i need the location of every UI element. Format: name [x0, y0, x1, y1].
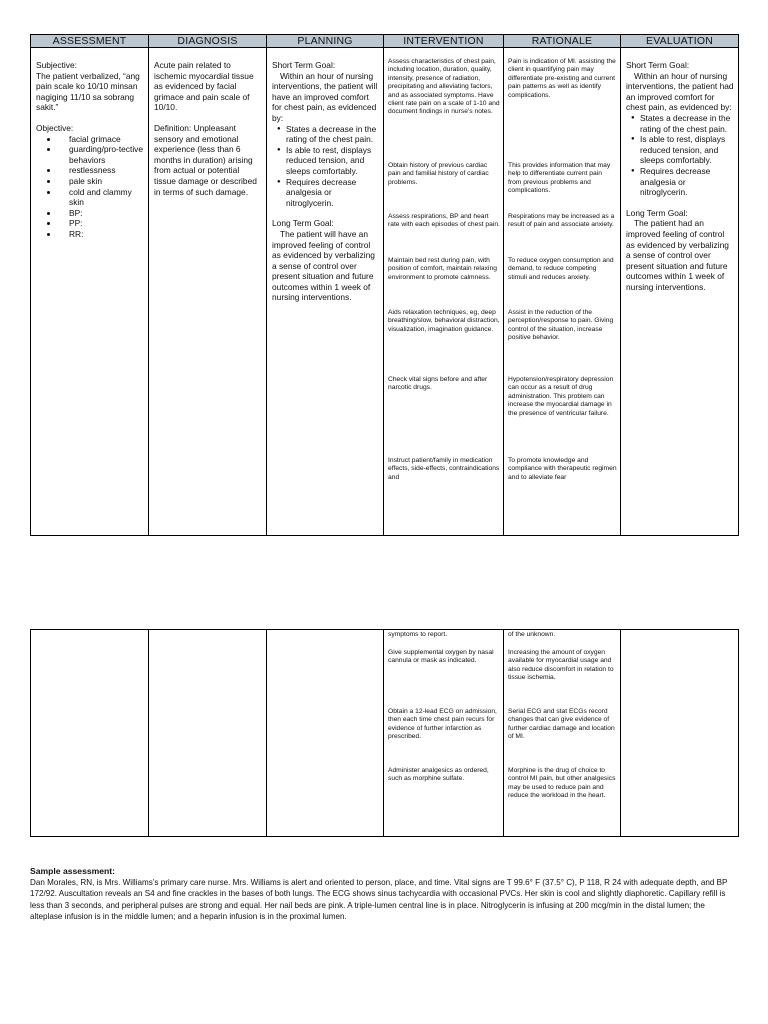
header-diagnosis: DIAGNOSIS [149, 35, 267, 48]
subjective-label: Subjective: [36, 60, 77, 70]
header-evaluation: EVALUATION [621, 35, 739, 48]
list-item: ● Is able to rest, displays reduced tension, and sleeps comfortably. [626, 134, 734, 166]
table-row [31, 630, 739, 837]
rationale-item: To reduce oxygen consumption and demand, to reduce competing stimuli and reduces anxiety. [508, 257, 614, 281]
planning-long-text: The patient will have an improved feeling of control as evidenced by verbalizing a sense of control over present situation and future outcomes within 1 week of nursing interventions. [272, 228, 375, 303]
evaluation-long-text: The patient had an improved feeling of control as evidenced by verbalizing a sense of control over present situation and future outcomes within 1 week of nursing interventions. [626, 218, 729, 292]
diagnosis-cell [149, 48, 267, 536]
diagnosis-statement: Acute pain related to ischemic myocardial tissue as evidenced by facial grimace and pain scale of 10/10. [154, 60, 254, 113]
list-item: • guarding/pro-tective behaviors [59, 144, 144, 165]
list-item: ● States a decrease in the rating of the chest pain. [272, 124, 379, 145]
table-row [31, 48, 739, 536]
intervention-item: Obtain history of previous cardiac pain and familial history of cardiac problems. [388, 162, 489, 186]
evaluation-cell [621, 630, 739, 837]
rationale-item: Increasing the amount of oxygen available for myocardial usage and also reduce discomfort in relation to tissue ischemia. [508, 649, 614, 682]
header-row [31, 35, 739, 48]
list-item: • BP: [59, 208, 144, 219]
rationale-item: Hypotension/respiratory depression can occur as a result of drug administration. This problem can increase the myocardial damage in the presence of ventricular failure. [508, 376, 614, 417]
rationale-cell [504, 48, 621, 536]
intervention-item: Instruct patient/family in medication effects, side-effects, contraindications and [388, 457, 500, 481]
diagnosis-definition: Definition: Unpleasant sensory and emotional experience (less than 6 months in duration) arising from actual or potential tissue damage or described in terms of such damage. [154, 122, 257, 197]
intervention-item: Give supplemental oxygen by nasal cannula or mask as indicated. [388, 649, 494, 665]
sample-text: Dan Morales, RN, is Mrs. Williams’s primary care nurse. Mrs. Williams is alert and oriented to person, place, and time. Vital signs are T 99.6° F (37.5° C), P 118, R 24 with adequate depth, and BP 172/92. Auscultation reveals an S4 and fine crackles in the bases of both lungs. The ECG shows sinus tachycardia with occasional PVCs. Her skin is cool and slightly diaphoretic. Capillary refill is less than 3 seconds, and peripheral pulses are strong and equal. Her nail beds are pink. A triple-lumen central line is in place. Nitroglycerin is infusing at 200 mcg/min in the distal lumen; the alteplase infusion is in the middle lumen; and a heparin infusion is in the proximal lumen. [30, 878, 728, 921]
intervention-item: Assess characteristics of chest pain, including location, duration, quality, intensity, presence of radiation, precipitating and alleviating factors, and as associated symptoms. Have client rate pain on a scale of 1-10 and document findings in nurse’s notes. [388, 58, 500, 116]
planning-cell [267, 630, 384, 837]
list-item: • restlessness [59, 165, 144, 176]
care-plan-table-continued [30, 629, 739, 837]
list-item: ● States a decrease in the rating of the chest pain. [626, 113, 734, 134]
planning-short-label: Short Term Goal: [272, 60, 336, 70]
sample-heading: Sample assessment: [30, 866, 116, 876]
intervention-item: Assess respirations, BP and heart rate with each episodes of chest pain. [388, 213, 500, 229]
rationale-item: of the unknown. [508, 631, 556, 638]
evaluation-long-label: Long Term Goal: [626, 207, 688, 218]
rationale-item: Pain is indication of MI. assisting the client in quantifying pain may differentiate pre-existing and current pain patterns as well as identify complications. [508, 58, 616, 99]
rationale-item: Morphine is the drug of choice to control MI pain, but other analgesics may be used to reduce pain and reduce the workload in the heart. [508, 767, 616, 800]
header-planning: PLANNING [267, 35, 384, 48]
list-item: • pale skin [59, 176, 144, 187]
intervention-item: Administer analgesics as ordered, such as morphine sulfate. [388, 767, 489, 783]
diagnosis-cell [149, 630, 267, 837]
rationale-item: Assist in the reduction of the perception/response to pain. Giving control of the situation, increase positive behavior. [508, 309, 614, 342]
evaluation-short-text: Within an hour of nursing interventions, the patient had an improved comfort for chest pain, as evidenced by: [626, 70, 734, 113]
list-item: • PP: [59, 218, 144, 229]
assessment-cell [31, 48, 149, 536]
assessment-cell [31, 630, 149, 837]
intervention-cell [384, 630, 504, 837]
intervention-item: Maintain bed rest during pain, with position of comfort, maintain relaxing environment to promote calmness. [388, 257, 497, 281]
subjective-text: The patient verbalized, “ang pain scale ko 10/10 minsan nagiging 11/10 sa sobrang sakit.” [36, 70, 140, 113]
planning-short-text: Within an hour of nursing interventions, the patient will have an improved comfort for chest pain, as evidenced by: [272, 70, 378, 123]
evaluation-short-list [626, 113, 734, 198]
rationale-cell [504, 630, 621, 837]
list-item: • RR: [59, 229, 144, 240]
header-rationale: RATIONALE [504, 35, 621, 48]
rationale-item: This provides information that may help to differentiate current pain from previous problems and complications. [508, 162, 611, 195]
rationale-item: Respirations may be increased as a result of pain and associate anxiety. [508, 213, 615, 229]
intervention-item: symptoms to report. [388, 631, 448, 638]
list-item: ● Requires decrease analgesia or nitroglycerin. [626, 166, 734, 198]
evaluation-short-label: Short Term Goal: [626, 60, 690, 70]
intervention-cell [384, 48, 504, 536]
list-item: ● Is able to rest, displays reduced tension, and sleeps comfortably. [272, 145, 379, 177]
intervention-item: Obtain a 12-lead ECG on admission, then each time chest pain recurs for evidence of further infarction as prescribed. [388, 708, 497, 741]
intervention-item: Aids relaxation techniques, eg, deep breathing/slow, behavioral distraction, visualization, imagination guidance. [388, 309, 500, 333]
evaluation-cell [621, 48, 739, 536]
header-intervention: INTERVENTION [384, 35, 504, 48]
rationale-item: Serial ECG and stat ECGs record changes that can give evidence of further cardiac damage and location of MI. [508, 708, 615, 741]
objective-label: Objective: [36, 122, 74, 133]
planning-cell [267, 48, 384, 536]
planning-long-label: Long Term Goal: [272, 218, 334, 229]
care-plan-table [30, 34, 739, 536]
header-assessment: ASSESSMENT [31, 35, 149, 48]
list-item: ● Requires decrease analgesia or nitroglycerin. [272, 177, 379, 209]
list-item: • facial grimace [59, 134, 144, 145]
rationale-item: To promote knowledge and compliance with therapeutic regimen and to alleviate fear [508, 457, 617, 481]
intervention-item: Check vital signs before and after narcotic drugs. [388, 376, 488, 392]
list-item: • cold and clammy skin [59, 187, 144, 208]
planning-short-list [272, 124, 379, 209]
objective-list [36, 134, 144, 240]
sample-assessment [30, 866, 738, 922]
